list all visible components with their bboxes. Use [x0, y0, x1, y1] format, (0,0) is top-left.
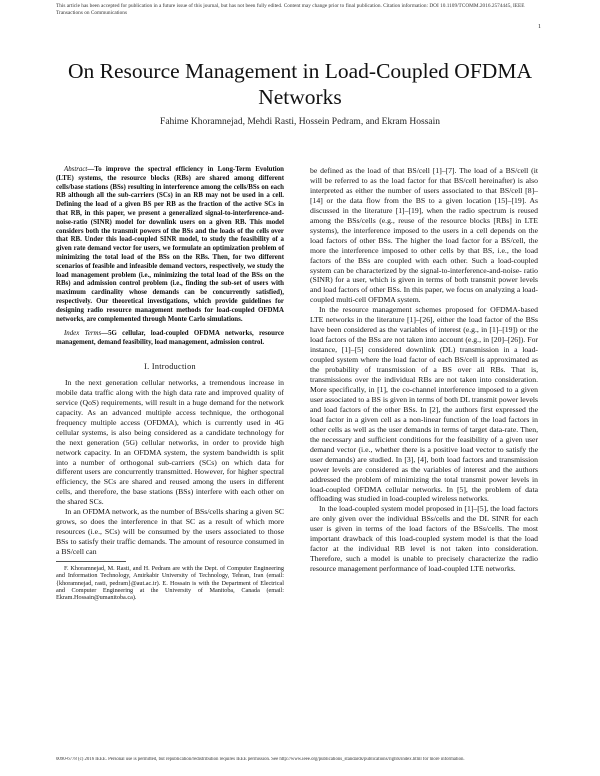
intro-paragraph-3: be defined as the load of that BS/cell [1]–[7]. The load of a BS/cell (it will be referred to as the load factor for that BS/cell hereinafter) is also interpreted as either the number of users associated to that BS/cell [8]–[14] or the data flow from the BS to a given location [15]–[19]. As discussed in the literature [1]–[19], when the radio spectrum is reused among the BSs/cells (e.g., reuse of the resource blocks [RBs] in LTE systems), the interference imposed to the users in a cell depends on the load factors of other BSs. The higher the load factor for a BS/cell, the more the interference imposed to other cells by that BS, i.e., the load factors of the BSs are coupled with each other. Such a load-coupled system can be characterized by the signal-to-interference-and-noise- ratio (SINR) for a user, which is given in terms of both transmit power levels and load factors of other BSs. In this paper, we focus on analyzing a load-coupled multi-cell OFDMA system. — [310, 166, 538, 305]
copyright-footer: 0090-6778 (c) 2016 IEEE. Personal use is permitted, but republication/redistribution requires IEEE permission. See http://www.ieee.org/publications_standards/publications/rights/index.html for more information. — [56, 757, 465, 762]
abstract — [56, 166, 284, 324]
intro-paragraph-1: In the next generation cellular networks, a tremendous increase in mobile data traffic along with the high data rate and improved quality of service (QoS) requirements, will result in a huge demand for the network capacity. As an advanced multiple access technique, the orthogonal frequency multiple access (OFDMA), which is currently used in 4G cellular systems, is also being considered as a candidate technology for the next generation (5G) cellular networks, in order to provide high network capacity. In an OFDMA system, the system bandwidth is split into a number of orthogonal sub-carriers (SCs) on which data for different users are concurrently transmitted. However, for higher spectral efficiency, the SCs are shared and reused among the users in different cells, and therefore, the base stations (BSs) interfere with each other on the shared SCs. — [56, 377, 284, 507]
intro-paragraph-2: In an OFDMA network, as the number of BSs/cells sharing a given SC grows, so does the interference in that SC as a result of which more resources (i.e., SCs) will be consumed by the users associated to those BSs to satisfy their traffic demands. The amount of resource consumed in a BS/cell can — [56, 507, 284, 557]
footnote-divider — [56, 561, 126, 562]
index-terms-label: Index Terms — [64, 330, 102, 338]
paper-title: On Resource Management in Load-Coupled OFDMA Networks — [68, 59, 532, 109]
abstract-text: —To improve the spectral efficiency in Long-Term Evolution (LTE) systems, the resource blocks (RBs) are shared among different cells/base stations (BSs) resulting in interference among the cells/BSs on each RB although all the sub-carriers (SCs) in an RB may not be used in a cell. Defining the load of a given BS per RB as the fraction of the active SCs in that RB, in this paper, we present a generalized signal-to-interference-and-noise-ratio (SINR) model for downlink users on a given RB. This model considers both the transmit powers of the BSs and the loads of the cells over that RB. Under this load-coupled SINR model, to study the feasibility of a given rate demand vector for users, we formulate an optimization problem of minimizing the total load of the BSs on the RBs. Then, for two different scenarios of feasible and infeasible demand vectors, respectively, we study the load management problem (i.e., minimizing the total load of the BSs on the RBs) and admission control problem (i.e., finding the sub-set of users with maximum cardinality whose demands can be concurrently satisfied), respectively. Our theoretical investigations, which provide guidelines for designing radio resource management methods for load-coupled OFDMA networks, are complemented through Monte Carlo simulations. — [56, 166, 284, 323]
right-column — [310, 166, 538, 574]
author-list: Fahime Khoramnejad, Mehdi Rasti, Hossein Pedram, and Ekram Hossain — [160, 117, 440, 127]
page-number: 1 — [538, 24, 541, 30]
journal-header-notice: This article has been accepted for publication in a future issue of this journal, but has not been fully edited. Content may change prior to final publication. Citation information: DOI 10.1109/TCOMM.2016.2574445, IEEE Transactions on Communications — [56, 3, 525, 16]
intro-paragraph-5: In the load-coupled system model proposed in [1]–[5], the load factors are only given over the individual BSs/cells and the DL SINR for each user is given in terms of the load factors of the BSs/cells. The most important drawback of this load-coupled system model is that the load factor at the individual RB level is not taken into consideration. Therefore, such a model is unable to precisely characterize the radio resource management performance of load-coupled LTE networks. — [310, 504, 538, 574]
index-terms-text: —5G cellular, load-coupled OFDMA networks, resource management, demand feasibility, load management, admission control. — [56, 330, 284, 347]
section-heading-introduction: I. Introduction — [144, 361, 196, 371]
index-terms — [56, 330, 284, 348]
author-affiliation-footnote: F. Khoramnejad, M. Rasti, and H. Pedram are with the Dept. of Computer Engineering and Information Technology, Amirkabir University of Technology, Tehran, Iran (email: {khoramnejad, rasti, pedram}@aut.ac.ir). E. Hossain is with the Department of Electrical and Computer Engineering at the University of Manitoba, Canada (email: Ekram.Hossain@umanitoba.ca). — [56, 565, 284, 602]
intro-paragraph-4: In the resource management schemes proposed for OFDMA-based LTE networks in the literature [1]–[26], either the load factor of the BSs have been considered as the variables of interest (e.g., in [1]–[19]) or the load factors of the BSs are not taken into account (e.g., in [20]–[26]). For instance, [1]–[5] considered downlink (DL) transmission in a load-coupled system where the load factor of each BS/cell is approximated as the probability of transmission of a BS over all RBs. That is, transmissions over the individual RBs are not taken into consideration. More specifically, in [1], the co-channel interference imposed to a given user associated to a BS is given in terms of both DL transmit power levels and load factors of the other BSs. In [2], the authors first expressed the load factor in a given cell as a non-linear function of the load factors in other cells as well as the user demands in terms of target data-rate. Then, the necessary and sufficient conditions for the feasibility of a given user demand vector (i.e., whether there is a positive load vector to satisfy the user demands) are studied. In [3], [4], both load factors and transmission power levels are considered as the variables of interest and the authors addressed the problem of minimizing the total transmit power levels in load-coupled OFDMA cellular networks. In [5], the problem of data offloading was studied in load-coupled wireless networks. — [310, 305, 538, 504]
left-column — [56, 166, 284, 602]
abstract-label: Abstract — [64, 166, 88, 173]
